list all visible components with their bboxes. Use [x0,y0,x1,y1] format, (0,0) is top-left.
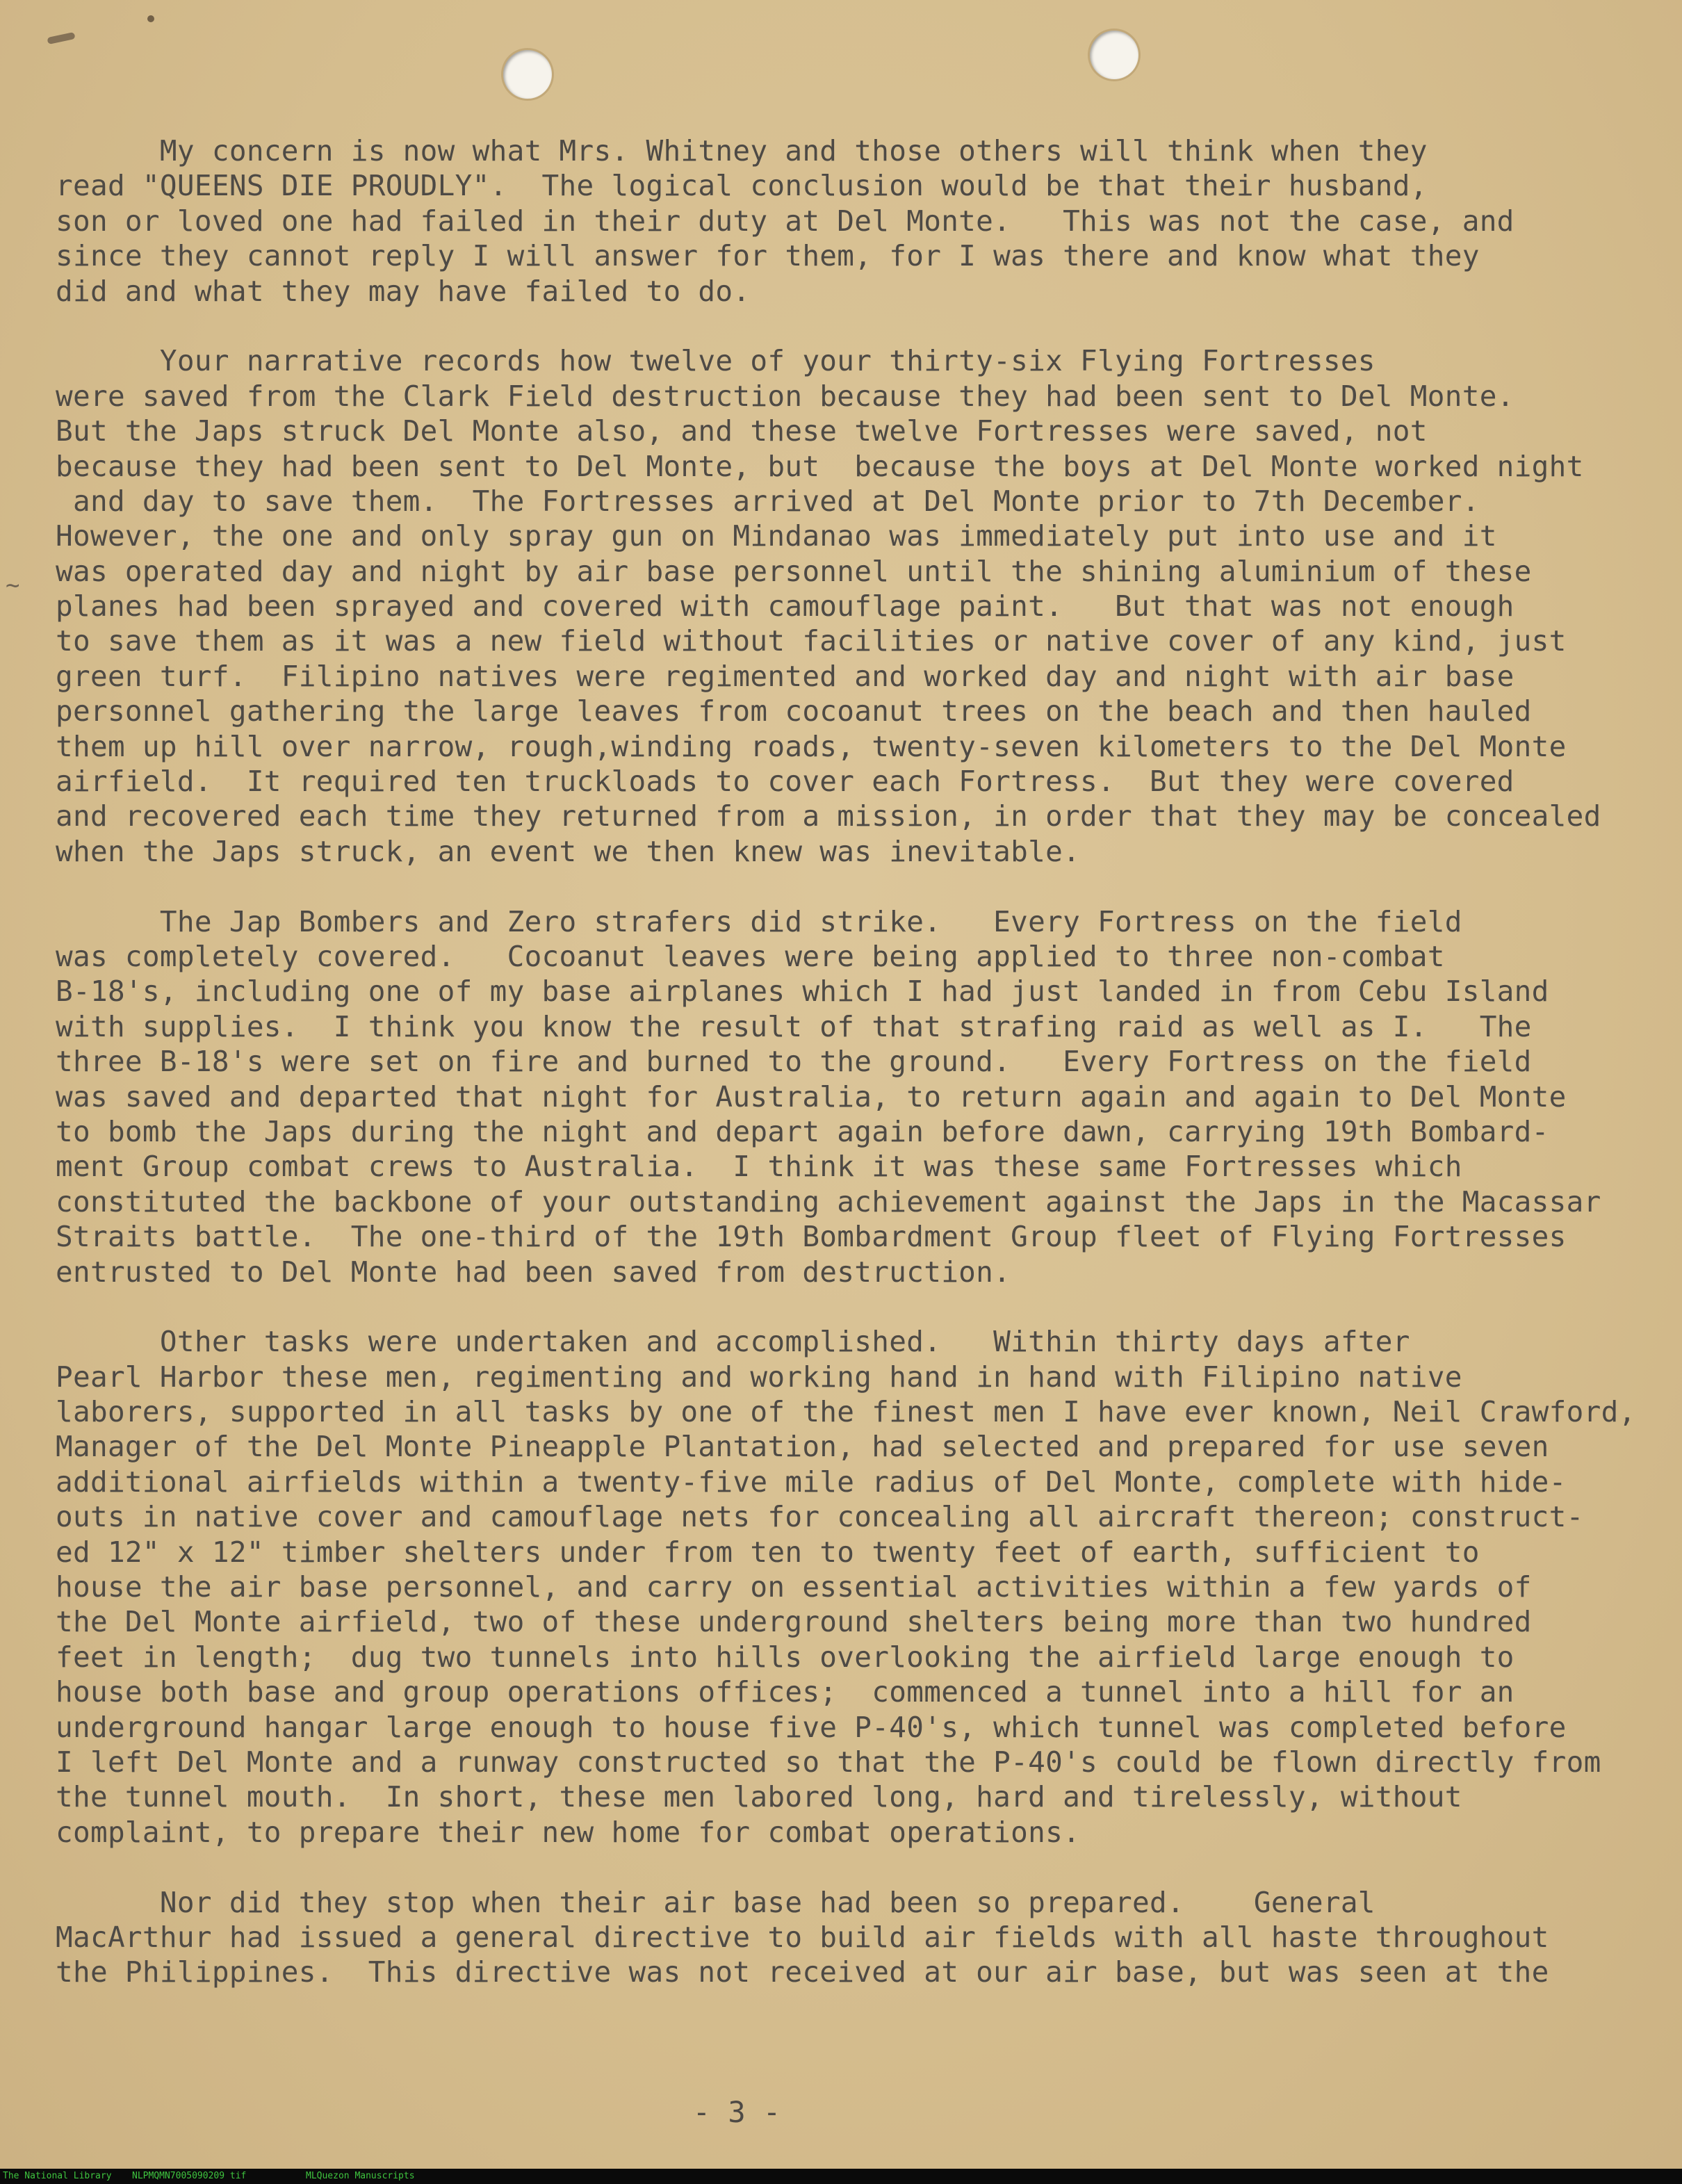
text-line: My concern is now what Mrs. Whitney and those others will think when they [56,134,1428,168]
text-line: ment Group combat crews to Australia. I think it was these same Fortresses which [56,1150,1462,1184]
footer-collection: MLQuezon Manuscripts [306,2171,415,2181]
text-line: was operated day and night by air base personnel until the shining aluminium of these [56,554,1532,588]
text-line: to bomb the Japs during the night and depart again before dawn, carrying 19th Bombard- [56,1114,1549,1148]
text-line: However, the one and only spray gun on Mindanao was immediately put into use and it [56,519,1497,553]
paragraph [56,904,1654,1289]
paragraph [56,343,1654,869]
text-line: the Philippines. This directive was not received at our air base, but was seen at the [56,1955,1549,1989]
archive-footer [0,2169,1682,2184]
text-line: planes had been sprayed and covered with camouflage paint. But that was not enough [56,589,1514,624]
text-line: the tunnel mouth. In short, these men labored long, hard and tirelessly, without [56,1780,1462,1814]
text-line: was saved and departed that night for Australia, to return again and again to Del Monte [56,1079,1567,1114]
text-line: were saved from the Clark Field destruction because they had been sent to Del Monte. [56,379,1514,413]
text-line: the Del Monte airfield, two of these underground shelters being more than two hundred [56,1605,1532,1639]
footer-file: NLPMQMN7005090209 tif [132,2171,247,2181]
text-line: son or loved one had failed in their duty at Del Monte. This was not the case, and [56,204,1514,238]
text-line: I left Del Monte and a runway constructed so that the P-40's could be flown directly from [56,1745,1601,1779]
text-line: feet in length; dug two tunnels into hills overlooking the airfield large enough to [56,1640,1514,1674]
text-line: green turf. Filipino natives were regimented and worked day and night with air base [56,659,1514,693]
text-line: airfield. It required ten truckloads to cover each Fortress. But they were covered [56,765,1514,799]
text-line: entrusted to Del Monte had been saved from destruction. [56,1255,1011,1289]
text-line: constituted the backbone of your outstanding achievement against the Japs in the Macassar [56,1184,1601,1219]
text-line: because they had been sent to Del Monte, but because the boys at Del Monte worked night [56,449,1584,483]
text-line: was completely covered. Cocoanut leaves were being applied to three non-combat [56,939,1445,973]
paragraph [56,1885,1654,1990]
text-line: But the Japs struck Del Monte also, and these twelve Fortresses were saved, not [56,414,1428,448]
text-line: Other tasks were undertaken and accomplished. Within thirty days after [56,1325,1410,1359]
letter-body [56,133,1654,2025]
punch-hole-left [503,50,552,99]
text-line: house the air base personnel, and carry on essential activities within a few yards of [56,1570,1532,1604]
text-line: outs in native cover and camouflage nets for concealing all aircraft thereon; construct- [56,1500,1584,1534]
text-line: them up hill over narrow, rough,winding roads, twenty-seven kilometers to the Del Monte [56,729,1567,763]
text-line: underground hangar large enough to house five P-40's, which tunnel was completed before [56,1710,1567,1744]
footer-library: The National Library [3,2171,112,2181]
text-line: since they cannot reply I will answer for them, for I was there and know what they [56,239,1480,273]
text-line: ed 12" x 12" timber shelters under from ten to twenty feet of earth, sufficient to [56,1535,1480,1569]
text-line: Your narrative records how twelve of your thirty-six Flying Fortresses [56,344,1375,378]
paragraph [56,133,1654,309]
text-line: did and what they may have failed to do. [56,274,751,308]
text-line: Straits battle. The one-third of the 19th Bombardment Group fleet of Flying Fortresses [56,1220,1567,1254]
page-number: - 3 - [692,2095,781,2129]
text-line: three B-18's were set on fire and burned to the ground. Every Fortress on the field [56,1045,1532,1079]
text-line: read "QUEENS DIE PROUDLY". The logical conclusion would be that their husband, [56,169,1428,203]
text-line: when the Japs struck, an event we then knew was inevitable. [56,834,1081,868]
margin-mark: ~ [6,571,20,599]
text-line: and recovered each time they returned from a mission, in order that they may be concealed [56,799,1601,833]
punch-hole-right [1090,31,1138,79]
text-line: laborers, supported in all tasks by one of the finest men I have ever known, Neil Crawford, [56,1395,1636,1429]
text-line: MacArthur had issued a general directive to build air fields with all haste throughout [56,1920,1549,1954]
ink-smudge [47,32,75,44]
text-line: house both base and group operations offices; commenced a tunnel into a hill for an [56,1675,1514,1709]
text-line: complaint, to prepare their new home for combat operations. [56,1815,1081,1849]
text-line: B-18's, including one of my base airplanes which I had just landed in from Cebu Island [56,975,1549,1009]
text-line: to save them as it was a new field without facilities or native cover of any kind, just [56,624,1567,658]
paragraph [56,1324,1654,1850]
ink-dot [147,15,154,22]
text-line: Manager of the Del Monte Pineapple Plantation, had selected and prepared for use seven [56,1430,1549,1464]
text-line: Nor did they stop when their air base had been so prepared. General [56,1885,1375,1919]
text-line: personnel gathering the large leaves from cocoanut trees on the beach and then hauled [56,694,1532,728]
text-line: The Jap Bombers and Zero strafers did strike. Every Fortress on the field [56,904,1462,938]
text-line: with supplies. I think you know the result of that strafing raid as well as I. The [56,1009,1532,1043]
text-line: additional airfields within a twenty-five mile radius of Del Monte, complete with hide- [56,1465,1567,1499]
text-line: Pearl Harbor these men, regimenting and working hand in hand with Filipino native [56,1360,1462,1394]
text-line: and day to save them. The Fortresses arrived at Del Monte prior to 7th December. [56,484,1480,518]
